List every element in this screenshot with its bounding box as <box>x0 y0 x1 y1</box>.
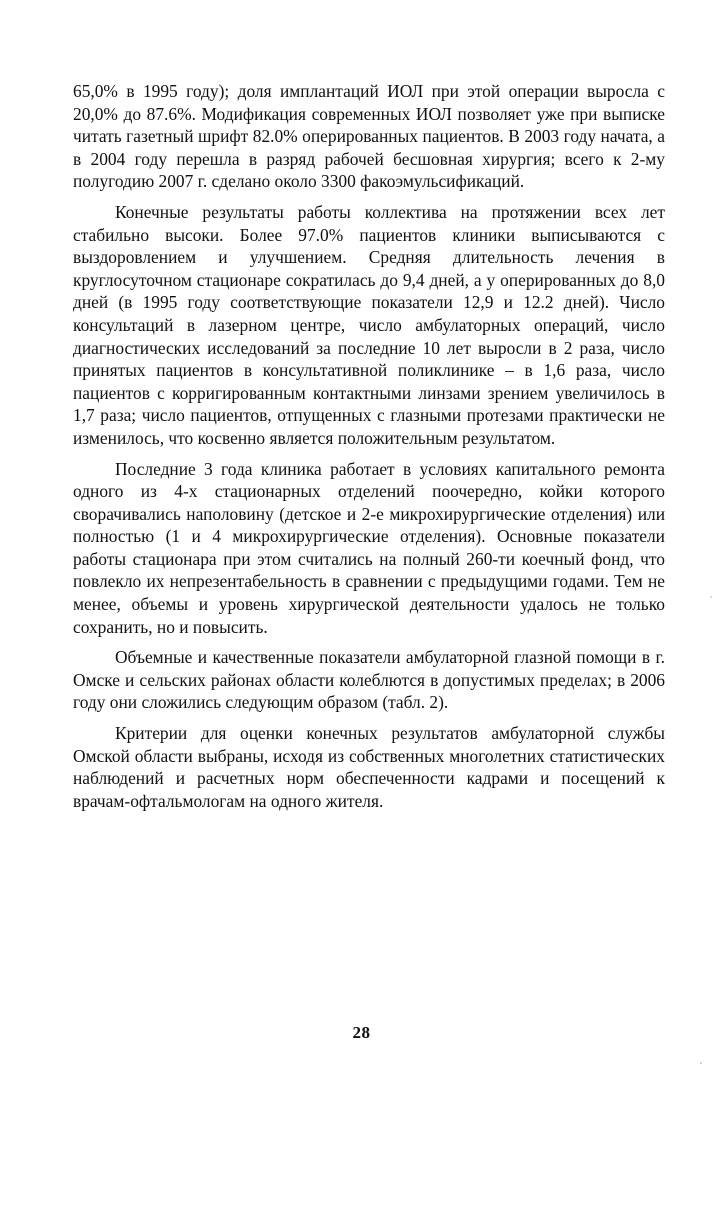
paragraph-3: Последние 3 года клиника работает в условиях капитального ремонта одного из 4-х стационарных отделений поочередно, койки которого сворачивались наполовину (детское и 2-е микрохирургические отделения) или полностью (1 и 4 микрохирургические отделения). Основные показатели работы стационара при этом считались на полный 260-ти коечный фонд, что повлекло их непрезентабельность в сравнении с предыдущими годами. Тем не менее, объемы и уровень хирургической деятельности удалось не только сохранить, но и повысить. <box>73 458 665 637</box>
paragraph-2: Конечные результаты работы коллектива на протяжении всех лет стабильно высоки. Более 97.0% пациентов клиники выписываются с выздоровлением и улучшением. Средняя длительность лечения в круглосуточном стационаре сократилась до 9,4 дней, а у оперированных до 8,0 дней (в 1995 году соответствующие показатели 12,9 и 12.2 дней). Число консультаций в лазерном центре, число амбулаторных операций, число диагностических исследований за последние 10 лет выросли в 2 раза, число принятых пациентов в консультативной поликлинике – в 1,6 раза, число пациентов с корригированным контактными линзами зрением увеличилось в 1,7 раза; число пациентов, отпущенных с глазными протезами практически не изменилось, что косвенно является положительным результатом. <box>73 201 665 448</box>
scan-speck <box>520 770 522 772</box>
paragraph-1: 65,0% в 1995 году); доля имплантаций ИОЛ при этой операции выросла с 20,0% до 87.6%. Модификация современных ИОЛ позволяет уже при выписке читать газетный шрифт 82.0% оперированных пациентов. В 2003 году начата, а в 2004 году перешла в разряд рабочей бесшовная хирургия; всего к 2-му полугодию 2007 г. сделано около 3300 факоэмульсификаций. <box>73 81 665 192</box>
paragraph-4: Объемные и качественные показатели амбулаторной глазной помощи в г. Омске и сельских районах области колеблются в допустимых пределах; в 2006 году они сложились следующим образом (табл. 2). <box>73 647 665 713</box>
scan-speck <box>710 596 712 598</box>
scan-speck <box>568 766 570 768</box>
paragraph-5: Критерии для оценки конечных результатов амбулаторной службы Омской области выбраны, исходя из собственных многолетних статистических наблюдений и расчетных норм обеспеченности кадрами и посещений к врачам-офтальмологам на одного жителя. <box>73 723 665 811</box>
page-number: 28 <box>352 1023 371 1042</box>
page-body <box>73 80 665 820</box>
scan-speck <box>700 1062 702 1064</box>
